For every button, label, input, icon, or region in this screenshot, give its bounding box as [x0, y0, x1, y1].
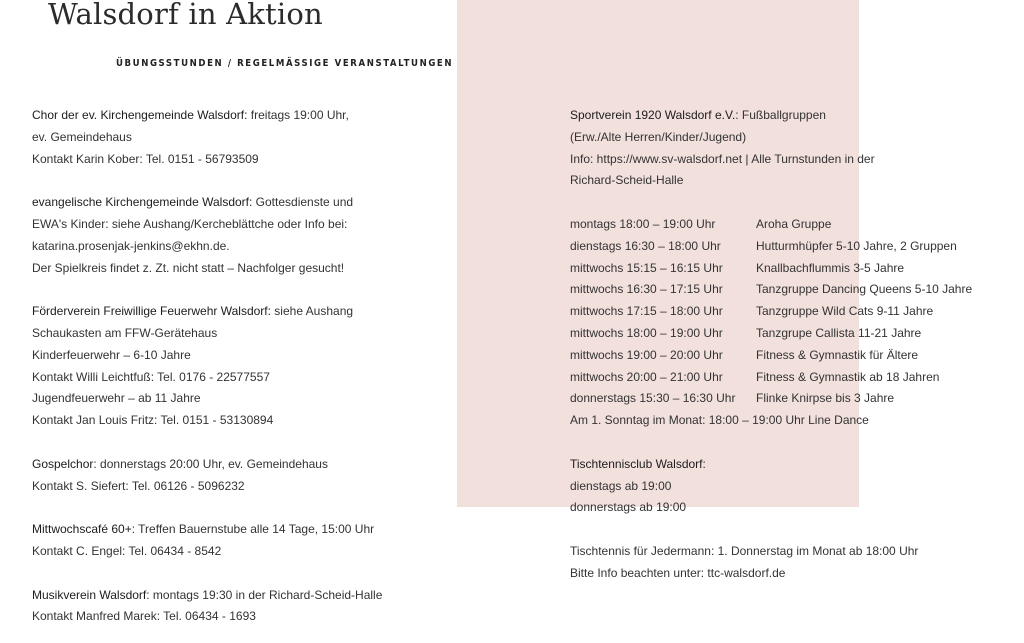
- page-title: Walsdorf in Aktion: [48, 0, 323, 31]
- left-column: [32, 105, 452, 628]
- contact-line: Kontakt Karin Kober: Tel. 0151 - 56793509: [32, 151, 259, 166]
- schedule-row: dienstags 16:30 – 18:00 Uhr Hutturmhüpfer 5-10 Jahre, 2 Gruppen: [570, 238, 957, 253]
- sunday-line: Am 1. Sonntag im Monat: 18:00 – 19:00 Uhr Line Dance: [570, 413, 869, 428]
- entry-name: Sportverein 1920 Walsdorf e.V.: [570, 108, 736, 122]
- section-subtitle: ÜBUNGSSTUNDEN / REGELMÄSSIGE VERANSTALTUNGEN: [116, 58, 454, 69]
- entry-name: Chor der ev. Kirchengemeinde Walsdorf:: [32, 108, 248, 122]
- entry-name: Musikverein Walsdorf: [32, 587, 147, 602]
- entry-feuerwehr: Förderverein Freiwillige Feuerwehr Walsdorf: siehe Aushang Schaukasten am FFW-Gerätehaus Kinderfeuerwehr – 6-10 Jahre Kontakt Willi Leichtfuß: Tel. 0176 - 22577557 Jugendfeuerwehr – ab 11 Jahre Kontakt Jan Louis Fritz: Tel. 0151 - 53130894: [32, 301, 452, 432]
- entry-kirche: evangelische Kirchengemeinde Walsdorf: Gottesdienste und EWA's Kinder: siehe Aushang/Kercheblättche oder Info bei: katarina.prosenjak-jenkins@ekhn.de. Der Spielkreis findet z. Zt. nicht statt – Nachfolger gesucht!: [32, 192, 452, 279]
- contact-line: Kontakt Manfred Marek: Tel. 06434 - 1693: [32, 609, 256, 624]
- schedule-row: montags 18:00 – 19:00 Uhr Aroha Gruppe: [570, 216, 832, 231]
- entry-gospel: Gospelchor: donnerstags 20:00 Uhr, ev. Gemeindehaus Kontakt S. Siefert: Tel. 06126 - 5096232: [32, 454, 452, 498]
- entry-name: Mittwochscafé 60+: [32, 522, 132, 537]
- schedule-row: mittwochs 20:00 – 21:00 Uhr Fitness & Gymnastik ab 18 Jahren: [570, 369, 940, 384]
- schedule-row: mittwochs 18:00 – 19:00 Uhr Tanzgrupe Callista 11-21 Jahre: [570, 325, 922, 340]
- contact-line: Kontakt Jan Louis Fritz: Tel. 0151 - 53130894: [32, 413, 274, 428]
- right-column: [570, 105, 1010, 585]
- schedule-row: mittwochs 15:15 – 16:15 Uhr Knallbachflummis 3-5 Jahre: [570, 260, 905, 275]
- schedule-row: mittwochs 17:15 – 18:00 Uhr Tanzgruppe Wild Cats 9-11 Jahre: [570, 304, 934, 319]
- entry-name: Gospelchor: [32, 456, 94, 471]
- schedule-row: mittwochs 16:30 – 17:15 Uhr Tanzgruppe Dancing Queens 5-10 Jahre: [570, 282, 973, 297]
- entry-cafe: Mittwochscafé 60+: Treffen Bauernstube alle 14 Tage, 15:00 Uhr Kontakt C. Engel: Tel. 06434 - 8542: [32, 519, 452, 563]
- contact-line: Kontakt Willi Leichtfuß: Tel. 0176 - 22577557: [32, 369, 270, 384]
- entry-musik: Musikverein Walsdorf: montags 19:30 in der Richard-Scheid-Halle Kontakt Manfred Marek: Tel. 06434 - 1693: [32, 585, 452, 629]
- info-link-line: Info: https://www.sv-walsdorf.net | Alle Turnstunden in der: [570, 151, 875, 166]
- info-link-line: Bitte Info beachten unter: ttc-walsdorf.de: [570, 565, 786, 580]
- tischtennis-extra: Tischtennis für Jedermann: 1. Donnerstag im Monat ab 18:00 Uhr Bitte Info beachten unter: ttc-walsdorf.de: [570, 541, 1010, 585]
- entry-name: Förderverein Freiwillige Feuerwehr Walsdorf:: [32, 304, 271, 319]
- contact-line: Kontakt C. Engel: Tel. 06434 - 8542: [32, 543, 222, 558]
- entry-chor: Chor der ev. Kirchengemeinde Walsdorf: freitags 19:00 Uhr, ev. Gemeindehaus Kontakt Karin Kober: Tel. 0151 - 56793509: [32, 105, 452, 170]
- schedule-row: mittwochs 19:00 – 20:00 Uhr Fitness & Gymnastik für Ältere: [570, 347, 919, 362]
- contact-line: Kontakt S. Siefert: Tel. 06126 - 5096232: [32, 478, 245, 493]
- sport-schedule: [570, 214, 1010, 432]
- entry-name: evangelische Kirchengemeinde Walsdorf:: [32, 195, 253, 210]
- email-line: katarina.prosenjak-jenkins@ekhn.de.: [32, 238, 230, 253]
- entry-tischtennis: Tischtennisclub Walsdorf: dienstags ab 19:00 donnerstags ab 19:00: [570, 456, 706, 515]
- entry-sportverein: Sportverein 1920 Walsdorf e.V.: Fußballgruppen (Erw./Alte Herren/Kinder/Jugend) Info: https://www.sv-walsdorf.net | Alle Turnstunden in der Richard-Scheid-Halle: [570, 105, 1010, 192]
- entry-name: Tischtennisclub Walsdorf: [570, 456, 703, 471]
- schedule-row: donnerstags 15:30 – 16:30 Uhr Flinke Knirpse bis 3 Jahre: [570, 391, 895, 406]
